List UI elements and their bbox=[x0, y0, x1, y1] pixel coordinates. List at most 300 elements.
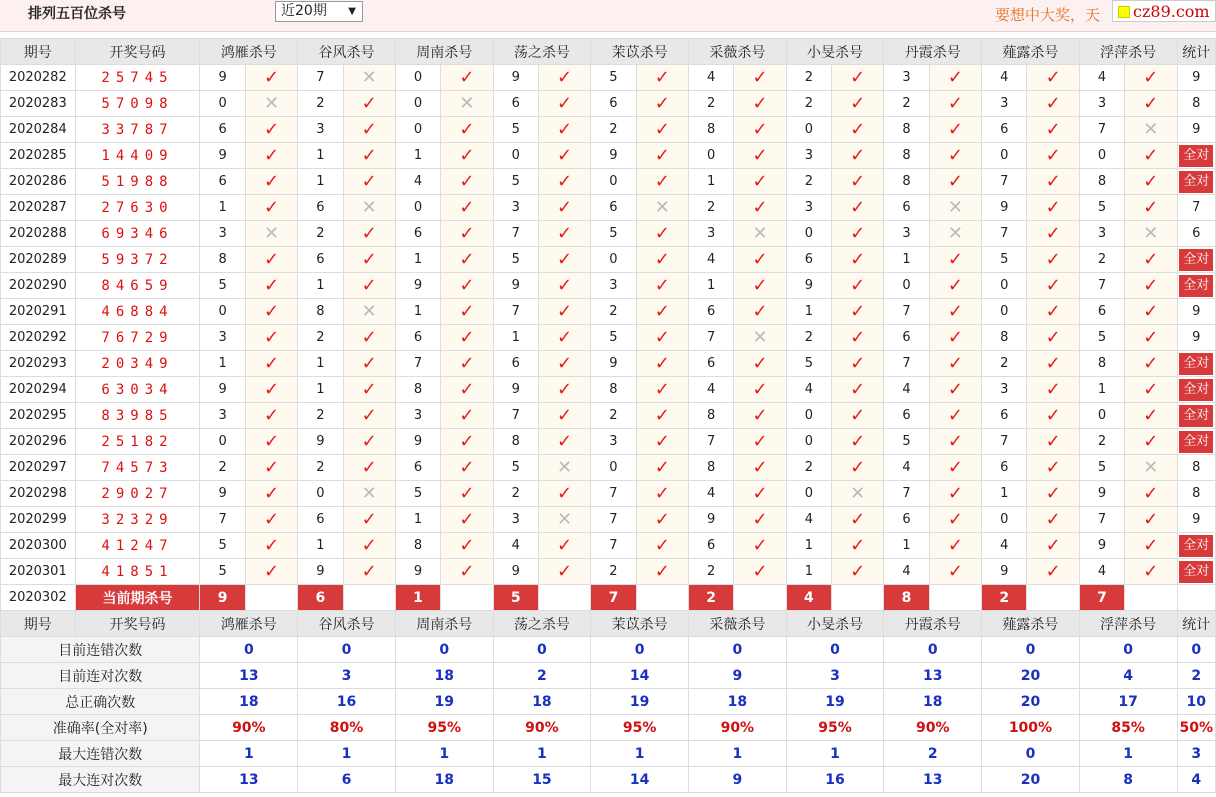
result-cell bbox=[636, 247, 688, 273]
kill-number-cell: 3 bbox=[200, 325, 245, 351]
kill-number-cell: 1 bbox=[395, 247, 440, 273]
kill-number-cell: 1 bbox=[298, 533, 343, 559]
check-icon: ✓ bbox=[361, 275, 377, 296]
summary-row bbox=[1, 637, 1216, 663]
draw-number-cell: 84659 bbox=[75, 273, 200, 299]
result-cell bbox=[1125, 117, 1177, 143]
result-cell bbox=[343, 65, 395, 91]
result-cell bbox=[1027, 429, 1079, 455]
result-cell bbox=[929, 143, 981, 169]
kill-number-cell: 7 bbox=[395, 351, 440, 377]
summary-value: 14 bbox=[591, 767, 689, 793]
result-cell bbox=[636, 169, 688, 195]
kill-number-cell: 0 bbox=[688, 143, 733, 169]
kill-number-cell: 6 bbox=[200, 117, 245, 143]
issue-cell: 2020300 bbox=[1, 533, 76, 559]
kill-number-cell: 2 bbox=[298, 221, 343, 247]
result-cell bbox=[1027, 299, 1079, 325]
kill-number-cell: 5 bbox=[493, 247, 538, 273]
check-icon: ✓ bbox=[459, 353, 475, 374]
summary-value: 20 bbox=[982, 767, 1080, 793]
cross-icon: ✕ bbox=[752, 327, 768, 348]
check-icon: ✓ bbox=[752, 457, 768, 478]
result-cell bbox=[929, 247, 981, 273]
check-icon: ✓ bbox=[263, 145, 280, 166]
check-icon: ✓ bbox=[459, 197, 475, 218]
check-icon: ✓ bbox=[850, 275, 866, 296]
kill-number-cell: 0 bbox=[200, 429, 245, 455]
kill-number-cell: 8 bbox=[395, 533, 440, 559]
issue-cell: 2020287 bbox=[1, 195, 76, 221]
kill-number-cell: 0 bbox=[591, 169, 636, 195]
table-row bbox=[1, 455, 1216, 481]
empty-cell bbox=[734, 585, 786, 611]
result-cell bbox=[538, 351, 590, 377]
header-expert: 谷风杀号 bbox=[298, 611, 396, 637]
result-cell bbox=[538, 169, 590, 195]
result-cell bbox=[1125, 91, 1177, 117]
summary-value: 90% bbox=[200, 715, 298, 741]
check-icon: ✓ bbox=[850, 301, 866, 322]
result-cell bbox=[245, 91, 297, 117]
check-icon: ✓ bbox=[557, 483, 573, 504]
check-icon: ✓ bbox=[752, 301, 768, 322]
kill-number-cell: 6 bbox=[395, 325, 440, 351]
check-icon: ✓ bbox=[1045, 353, 1061, 374]
kill-number-cell: 0 bbox=[200, 299, 245, 325]
kill-number-cell: 2 bbox=[786, 65, 831, 91]
check-icon: ✓ bbox=[557, 535, 573, 556]
issue-cell: 2020296 bbox=[1, 429, 76, 455]
check-icon: ✓ bbox=[263, 171, 280, 192]
result-cell bbox=[636, 533, 688, 559]
kill-number-cell: 1 bbox=[493, 325, 538, 351]
check-icon: ✓ bbox=[459, 379, 475, 400]
check-icon: ✓ bbox=[947, 93, 963, 114]
result-cell bbox=[636, 65, 688, 91]
result-cell bbox=[441, 91, 493, 117]
check-icon: ✓ bbox=[1045, 431, 1061, 452]
result-cell bbox=[343, 117, 395, 143]
check-icon: ✓ bbox=[361, 509, 377, 530]
kill-number-cell: 4 bbox=[1079, 65, 1124, 91]
period-select[interactable] bbox=[275, 1, 363, 22]
kill-number-cell: 5 bbox=[200, 559, 245, 585]
draw-number-cell: 29027 bbox=[75, 481, 200, 507]
check-icon: ✓ bbox=[361, 379, 377, 400]
kill-number-cell: 7 bbox=[982, 169, 1027, 195]
result-cell bbox=[441, 559, 493, 585]
result-cell bbox=[1125, 403, 1177, 429]
summary-row bbox=[1, 767, 1216, 793]
empty-cell bbox=[245, 585, 297, 611]
result-cell bbox=[441, 117, 493, 143]
result-cell bbox=[1125, 221, 1177, 247]
kill-number-cell: 5 bbox=[591, 325, 636, 351]
check-icon: ✓ bbox=[752, 483, 768, 504]
kill-number-cell: 2 bbox=[884, 91, 929, 117]
cross-icon: ✕ bbox=[361, 197, 377, 218]
table-row bbox=[1, 195, 1216, 221]
kill-number-cell: 9 bbox=[298, 429, 343, 455]
result-cell bbox=[1027, 247, 1079, 273]
kill-number-cell: 2 bbox=[200, 455, 245, 481]
table-header-row bbox=[1, 39, 1216, 65]
draw-number-cell: 32329 bbox=[75, 507, 200, 533]
check-icon: ✓ bbox=[752, 431, 768, 452]
kill-number-cell: 5 bbox=[493, 455, 538, 481]
result-cell bbox=[1027, 507, 1079, 533]
kill-number-cell: 3 bbox=[200, 403, 245, 429]
check-icon: ✓ bbox=[361, 431, 377, 452]
check-icon: ✓ bbox=[1143, 327, 1159, 348]
summary-value: 1 bbox=[200, 741, 298, 767]
kill-number-cell: 3 bbox=[884, 221, 929, 247]
table-row bbox=[1, 221, 1216, 247]
result-cell bbox=[734, 403, 786, 429]
check-icon: ✓ bbox=[361, 405, 377, 426]
kill-number-cell: 2 bbox=[786, 169, 831, 195]
result-cell bbox=[245, 117, 297, 143]
kill-number-cell: 7 bbox=[493, 403, 538, 429]
draw-number-cell: 51988 bbox=[75, 169, 200, 195]
result-cell bbox=[1027, 377, 1079, 403]
cross-icon: ✕ bbox=[361, 67, 377, 88]
check-icon: ✓ bbox=[557, 561, 573, 582]
result-cell bbox=[1125, 351, 1177, 377]
kill-number-cell: 8 bbox=[688, 117, 733, 143]
result-cell bbox=[636, 273, 688, 299]
header-draw: 开奖号码 bbox=[75, 39, 200, 65]
result-cell bbox=[1125, 169, 1177, 195]
result-cell bbox=[1125, 377, 1177, 403]
kill-number-cell: 9 bbox=[591, 143, 636, 169]
kill-number-cell: 1 bbox=[786, 299, 831, 325]
site-badge[interactable] bbox=[1112, 0, 1216, 22]
result-cell bbox=[734, 221, 786, 247]
check-icon: ✓ bbox=[557, 327, 573, 348]
result-cell bbox=[441, 273, 493, 299]
check-icon: ✓ bbox=[654, 145, 670, 166]
check-icon: ✓ bbox=[557, 249, 573, 270]
result-cell bbox=[1125, 247, 1177, 273]
summary-value: 13 bbox=[200, 767, 298, 793]
kill-number-cell: 4 bbox=[395, 169, 440, 195]
stat-cell bbox=[1177, 429, 1216, 455]
result-cell bbox=[734, 65, 786, 91]
result-cell bbox=[929, 559, 981, 585]
check-icon: ✓ bbox=[263, 379, 280, 400]
result-cell bbox=[832, 299, 884, 325]
kill-number-cell: 2 bbox=[493, 481, 538, 507]
kill-number-cell: 8 bbox=[1079, 169, 1124, 195]
kill-number-cell: 9 bbox=[200, 65, 245, 91]
kill-number-cell: 4 bbox=[786, 507, 831, 533]
result-cell bbox=[538, 91, 590, 117]
header-expert: 薤露杀号 bbox=[982, 611, 1080, 637]
kill-number-cell: 2 bbox=[786, 455, 831, 481]
empty-cell bbox=[636, 585, 688, 611]
all-correct-badge: 全对 bbox=[1179, 171, 1213, 193]
check-icon: ✓ bbox=[947, 145, 963, 166]
summary-value: 0 bbox=[1079, 637, 1177, 663]
kill-number-cell: 1 bbox=[298, 169, 343, 195]
check-icon: ✓ bbox=[850, 379, 866, 400]
stat-cell bbox=[1177, 247, 1216, 273]
check-icon: ✓ bbox=[654, 93, 670, 114]
result-cell bbox=[1027, 559, 1079, 585]
result-cell bbox=[1027, 169, 1079, 195]
check-icon: ✓ bbox=[459, 483, 475, 504]
check-icon: ✓ bbox=[850, 509, 866, 530]
result-cell bbox=[734, 481, 786, 507]
kill-number-cell: 3 bbox=[1079, 221, 1124, 247]
current-period-row bbox=[1, 585, 1216, 611]
summary-stat: 2 bbox=[1177, 663, 1216, 689]
result-cell bbox=[636, 91, 688, 117]
empty-cell bbox=[929, 585, 981, 611]
check-icon: ✓ bbox=[654, 457, 670, 478]
kill-number-cell: 6 bbox=[298, 247, 343, 273]
result-cell bbox=[245, 455, 297, 481]
result-cell bbox=[1027, 455, 1079, 481]
result-cell bbox=[343, 429, 395, 455]
kill-number-cell: 0 bbox=[395, 91, 440, 117]
kill-number-cell: 7 bbox=[1079, 507, 1124, 533]
check-icon: ✓ bbox=[459, 119, 475, 140]
result-cell bbox=[734, 91, 786, 117]
check-icon: ✓ bbox=[654, 327, 670, 348]
header-expert: 浮萍杀号 bbox=[1079, 611, 1177, 637]
kill-number-cell: 2 bbox=[591, 117, 636, 143]
result-cell bbox=[1027, 481, 1079, 507]
kill-number-cell: 2 bbox=[688, 559, 733, 585]
check-icon: ✓ bbox=[752, 509, 768, 530]
kill-number-cell: 0 bbox=[1079, 403, 1124, 429]
check-icon: ✓ bbox=[1143, 249, 1159, 270]
kill-number-cell: 3 bbox=[591, 273, 636, 299]
summary-label: 最大连错次数 bbox=[1, 741, 200, 767]
kill-number-cell: 0 bbox=[395, 117, 440, 143]
summary-value: 17 bbox=[1079, 689, 1177, 715]
issue-cell: 2020283 bbox=[1, 91, 76, 117]
kill-number-cell: 5 bbox=[884, 429, 929, 455]
summary-value: 20 bbox=[982, 663, 1080, 689]
result-cell bbox=[1125, 429, 1177, 455]
current-kill-cell: 7 bbox=[1079, 585, 1124, 611]
header-expert: 小旻杀号 bbox=[786, 39, 884, 65]
table-row bbox=[1, 507, 1216, 533]
kill-number-cell: 1 bbox=[786, 533, 831, 559]
check-icon: ✓ bbox=[850, 327, 866, 348]
check-icon: ✓ bbox=[1045, 275, 1061, 296]
check-icon: ✓ bbox=[947, 561, 963, 582]
issue-cell: 2020288 bbox=[1, 221, 76, 247]
check-icon: ✓ bbox=[459, 171, 475, 192]
kill-number-cell: 2 bbox=[591, 559, 636, 585]
check-icon: ✓ bbox=[752, 145, 768, 166]
check-icon: ✓ bbox=[1045, 379, 1061, 400]
summary-value: 9 bbox=[688, 663, 786, 689]
result-cell bbox=[441, 299, 493, 325]
check-icon: ✓ bbox=[459, 301, 475, 322]
kill-number-cell: 8 bbox=[200, 247, 245, 273]
result-cell bbox=[1125, 481, 1177, 507]
check-icon: ✓ bbox=[850, 535, 866, 556]
summary-value: 16 bbox=[786, 767, 884, 793]
result-cell bbox=[929, 273, 981, 299]
draw-number-cell: 33787 bbox=[75, 117, 200, 143]
summary-value: 18 bbox=[688, 689, 786, 715]
kill-number-cell: 3 bbox=[1079, 91, 1124, 117]
check-icon: ✓ bbox=[263, 353, 280, 374]
check-icon: ✓ bbox=[263, 405, 280, 426]
check-icon: ✓ bbox=[1143, 93, 1159, 114]
check-icon: ✓ bbox=[557, 197, 573, 218]
check-icon: ✓ bbox=[947, 535, 963, 556]
result-cell bbox=[929, 455, 981, 481]
result-cell bbox=[245, 481, 297, 507]
result-cell bbox=[832, 481, 884, 507]
stat-cell: 9 bbox=[1177, 117, 1216, 143]
kill-number-cell: 3 bbox=[786, 195, 831, 221]
check-icon: ✓ bbox=[557, 223, 573, 244]
result-cell bbox=[734, 299, 786, 325]
check-icon: ✓ bbox=[654, 431, 670, 452]
check-icon: ✓ bbox=[752, 275, 768, 296]
result-cell bbox=[929, 299, 981, 325]
check-icon: ✓ bbox=[361, 353, 377, 374]
all-correct-badge: 全对 bbox=[1179, 379, 1213, 401]
result-cell bbox=[636, 481, 688, 507]
check-icon: ✓ bbox=[263, 301, 280, 322]
square-icon bbox=[1118, 6, 1130, 18]
all-correct-badge: 全对 bbox=[1179, 275, 1213, 297]
result-cell bbox=[1027, 351, 1079, 377]
empty-cell bbox=[538, 585, 590, 611]
all-correct-badge: 全对 bbox=[1179, 431, 1213, 453]
all-correct-badge: 全对 bbox=[1179, 145, 1213, 167]
kill-number-cell: 1 bbox=[395, 299, 440, 325]
stat-cell bbox=[1177, 351, 1216, 377]
chevron-down-icon: ▼ bbox=[348, 6, 356, 17]
result-cell bbox=[245, 273, 297, 299]
summary-value: 16 bbox=[298, 689, 396, 715]
empty-cell bbox=[1125, 585, 1177, 611]
cross-icon: ✕ bbox=[654, 197, 670, 218]
result-cell bbox=[538, 143, 590, 169]
summary-value: 0 bbox=[493, 637, 591, 663]
kill-number-cell: 4 bbox=[982, 65, 1027, 91]
result-cell bbox=[245, 403, 297, 429]
result-cell bbox=[1027, 117, 1079, 143]
kill-number-cell: 0 bbox=[298, 481, 343, 507]
check-icon: ✓ bbox=[654, 119, 670, 140]
header-expert: 丹霞杀号 bbox=[884, 611, 982, 637]
check-icon: ✓ bbox=[1143, 197, 1159, 218]
issue-cell: 2020284 bbox=[1, 117, 76, 143]
kill-number-cell: 0 bbox=[591, 247, 636, 273]
summary-value: 3 bbox=[786, 663, 884, 689]
cross-icon: ✕ bbox=[752, 223, 768, 244]
kill-number-cell: 0 bbox=[200, 91, 245, 117]
result-cell bbox=[832, 377, 884, 403]
kill-number-cell: 3 bbox=[493, 195, 538, 221]
result-cell bbox=[929, 481, 981, 507]
result-cell bbox=[832, 325, 884, 351]
kill-number-cell: 7 bbox=[591, 481, 636, 507]
check-icon: ✓ bbox=[947, 171, 963, 192]
check-icon: ✓ bbox=[654, 353, 670, 374]
cross-icon: ✕ bbox=[850, 483, 866, 504]
result-cell bbox=[929, 91, 981, 117]
check-icon: ✓ bbox=[1045, 67, 1061, 88]
result-cell bbox=[245, 377, 297, 403]
result-cell bbox=[441, 65, 493, 91]
result-cell bbox=[832, 351, 884, 377]
check-icon: ✓ bbox=[263, 67, 280, 88]
check-icon: ✓ bbox=[557, 353, 573, 374]
draw-number-cell: 59372 bbox=[75, 247, 200, 273]
header-expert: 周南杀号 bbox=[395, 39, 493, 65]
kill-number-cell: 5 bbox=[786, 351, 831, 377]
period-select-value: 近20期 bbox=[281, 3, 327, 19]
page-title: 排列五百位杀号 bbox=[28, 6, 126, 22]
result-cell bbox=[441, 247, 493, 273]
issue-cell: 2020285 bbox=[1, 143, 76, 169]
result-cell bbox=[538, 247, 590, 273]
result-cell bbox=[245, 247, 297, 273]
check-icon: ✓ bbox=[557, 301, 573, 322]
result-cell bbox=[245, 533, 297, 559]
kill-number-cell: 1 bbox=[786, 559, 831, 585]
kill-number-cell: 1 bbox=[395, 143, 440, 169]
result-cell bbox=[832, 429, 884, 455]
result-cell bbox=[832, 507, 884, 533]
check-icon: ✓ bbox=[752, 353, 768, 374]
kill-number-cell: 6 bbox=[884, 507, 929, 533]
check-icon: ✓ bbox=[459, 145, 475, 166]
result-cell bbox=[832, 169, 884, 195]
result-cell bbox=[1125, 507, 1177, 533]
result-cell bbox=[636, 377, 688, 403]
summary-value: 0 bbox=[298, 637, 396, 663]
result-cell bbox=[636, 325, 688, 351]
check-icon: ✓ bbox=[459, 249, 475, 270]
table-row bbox=[1, 299, 1216, 325]
header-issue: 期号 bbox=[1, 611, 76, 637]
kill-number-cell: 3 bbox=[884, 65, 929, 91]
summary-value: 1 bbox=[591, 741, 689, 767]
result-cell bbox=[343, 169, 395, 195]
kill-number-cell: 3 bbox=[200, 221, 245, 247]
kill-number-cell: 2 bbox=[688, 91, 733, 117]
stat-cell: 9 bbox=[1177, 65, 1216, 91]
check-icon: ✓ bbox=[1143, 509, 1159, 530]
header-expert: 周南杀号 bbox=[395, 611, 493, 637]
stat-cell: 7 bbox=[1177, 195, 1216, 221]
check-icon: ✓ bbox=[947, 249, 963, 270]
kill-number-cell: 2 bbox=[982, 351, 1027, 377]
kill-number-cell: 7 bbox=[1079, 117, 1124, 143]
kill-number-cell: 8 bbox=[298, 299, 343, 325]
check-icon: ✓ bbox=[459, 275, 475, 296]
header-expert: 小旻杀号 bbox=[786, 611, 884, 637]
summary-stat: 0 bbox=[1177, 637, 1216, 663]
kill-number-cell: 5 bbox=[1079, 325, 1124, 351]
kill-number-cell: 0 bbox=[786, 429, 831, 455]
check-icon: ✓ bbox=[459, 509, 475, 530]
